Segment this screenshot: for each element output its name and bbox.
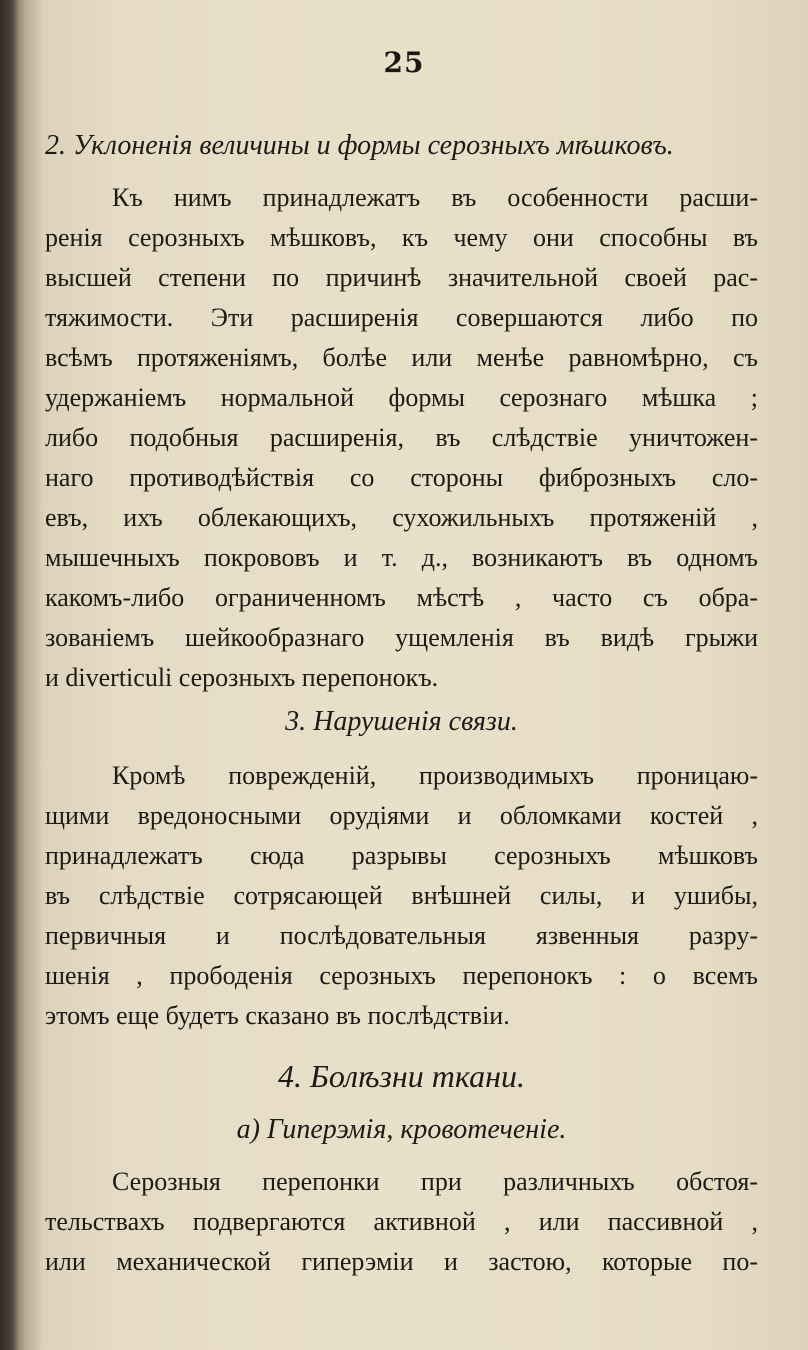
paragraph-line: этомъ еще будетъ сказано въ послѣдствіи. (45, 1001, 510, 1030)
paragraph-line: Къ нимъ принадлежатъ въ особенности расши- (112, 183, 758, 212)
paragraph-line: или механической гиперэміи и застою, которые по- (45, 1247, 758, 1276)
paragraph-line: въ слѣдствіе сотрясающей внѣшней силы, и ушибы, (45, 881, 758, 910)
paragraph-line: и diverticuli серозныхъ перепонокъ. (45, 663, 439, 692)
paragraph-line: зованіемъ шейкообразнаго ущемленія въ видѣ грыжи (45, 623, 758, 652)
paragraph-line: принадлежатъ сюда разрывы серозныхъ мѣшковъ (45, 841, 758, 870)
paragraph-line: Кромѣ поврежденій, производимыхъ проницаю- (112, 761, 758, 790)
paragraph-line: наго противодѣйствія со стороны фиброзныхъ сло- (45, 463, 758, 492)
paragraph-line: высшей степени по причинѣ значительной своей рас- (45, 263, 758, 292)
paragraph-line: всѣмъ протяженіямъ, болѣе или менѣе равномѣрно, съ (45, 343, 758, 372)
paragraph-line: какомъ-либо ограниченномъ мѣстѣ , часто съ обра- (45, 583, 758, 612)
subsection-heading-a: а) Гиперэмія, кровотеченіе. (236, 1114, 567, 1145)
paragraph-line: шенія , прободенія серозныхъ перепонокъ : о всемъ (45, 961, 758, 990)
paragraph-line: мышечныхъ покрововъ и т. д., возникаютъ въ одномъ (45, 543, 758, 572)
paragraph-line: удержаніемъ нормальной формы сeрознаго мѣшка ; (45, 383, 758, 412)
paragraph-line: щими вредоносными орудіями и обломками костей , (45, 801, 758, 830)
paragraph-line: ренія серозныхъ мѣшковъ, къ чему они способны въ (45, 223, 758, 252)
section-heading-2: 2. Уклоненія величины и формы серозныхъ мѣшковъ. (45, 130, 674, 161)
paragraph-line: евъ, ихъ облекающихъ, сухожильныхъ протяженій , (45, 503, 758, 532)
section-heading-3: 3. Нарушенія связи. (285, 706, 518, 737)
paragraph-line: первичныя и послѣдовательныя язвенныя разру- (45, 921, 758, 950)
paragraph-line: либо подобныя расширенія, въ слѣдствіе уничтожен- (45, 423, 758, 452)
paragraph-line: тельствахъ подвергаются активной , или пассивной , (45, 1207, 758, 1236)
paragraph-line: Серозныя перепонки при различныхъ обстоя- (112, 1167, 758, 1196)
section-heading-4: 4. Болѣзни ткани. (278, 1058, 525, 1094)
paragraph-line: тяжимости. Эти расширенія совершаются либо по (45, 303, 758, 332)
page-number: 25 (383, 46, 425, 79)
